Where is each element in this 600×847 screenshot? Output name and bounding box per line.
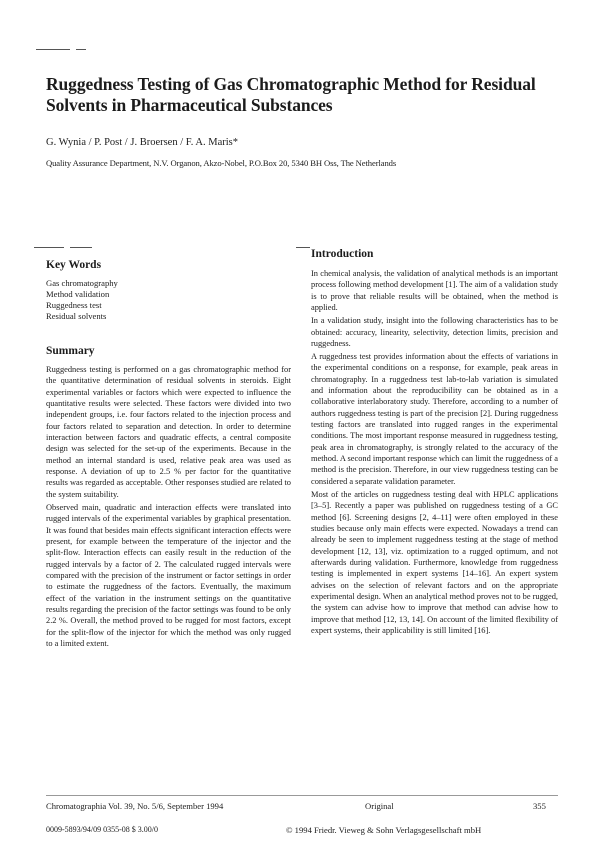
keywords-heading: Key Words <box>46 259 102 271</box>
section-rule-left <box>34 247 64 248</box>
introduction-heading: Introduction <box>311 248 374 260</box>
intro-paragraph: Most of the articles on ruggedness testing deal with HPLC applications [3–5]. Recently a paper was published on ruggedness testing of a GC method [6]. Screening designs [2, 4–11] were often employed in these studies because only main effects were expected. Nowadays a trend can already be seen to implement ruggedness testing at the stage of method development [12, 13], viz. optimization to a rugged optimum, and not afterwards during validation. Furthermore, knowledge from ruggedness testing is implemented in expert systems [14–16]. An expert system advises on the selection of relevant factors and on the appropriate experimental design. When an analytical method proves not to be rugged, the system can advise how to improve that method can advise how to improve that method [12, 13, 14]. On account of the limited flexibility of expert systems, their applicability is still limited [16]. <box>311 489 558 636</box>
summary-paragraph: Observed main, quadratic and interaction effects were translated into rugged intervals of the experimental variables by graphical presentation. It was found that besides main effects significant interaction effects were present, for example between the temperature of the injector and the split-flow. Interaction effects can easily result in the reduction of the rugged intervals by a factor of 2. The calculated rugged intervals were compared with the precision of the instrument or factor settings in order to estimate the ruggedness of the factors. Eventually, the maximum effect of the variation in the instrument settings on the quantitative results regarding the precision of the factor settings was found to be only 2.2 %. Overall, the method proved to be rugged for most factors, except for the split-flow of the injector for which the method was only rugged to a limited extent. <box>46 502 291 649</box>
author-affiliation: Quality Assurance Department, N.V. Organon, Akzo-Nobel, P.O.Box 20, 5340 BH Oss, The Netherlands <box>46 158 397 168</box>
intro-paragraph: In a validation study, insight into the following characteristics has to be obtained: accuracy, linearity, selectivity, detection limits, precision and ruggedness. <box>311 316 558 348</box>
keyword-item: Gas chromatography <box>46 278 118 288</box>
summary-paragraph: Ruggedness testing is performed on a gas chromatographic method for the quantitative determination of residual solvents in steroids. Eight experimental variables or factors which were expected to influence the quantitative results were selected. These factors were divided into two independent groups, i.e. four factors related to the injection process and four factors related to separation and detection. In order to determine interaction between factors and quadratic effects, a central composite design was selected for the set-up of the experiments. Because in the method an internal standard is used, relative peak area was used as response. A deviation of up to 2.5 % per factor for the quantitative results was regarded as acceptable. Other responses studied are related to the system suitability. <box>46 365 291 499</box>
issn-code: 0009-5893/94/09 0355-08 $ 3.00/0 <box>46 825 158 834</box>
keyword-item: Ruggedness test <box>46 300 102 310</box>
section-rule-right <box>296 247 310 248</box>
summary-heading: Summary <box>46 345 95 357</box>
article-type-label: Original <box>365 801 394 811</box>
page-number: 355 <box>533 801 546 811</box>
journal-citation: Chromatographia Vol. 39, No. 5/6, September 1994 <box>46 801 224 811</box>
summary-body <box>46 364 291 651</box>
intro-paragraph: In chemical analysis, the validation of analytical methods is an important process following method development [1]. The aim of a validation study is to prove that reliable results will be obtained, when the method is applied. <box>311 269 558 313</box>
footer-rule <box>46 795 558 796</box>
keyword-item: Method validation <box>46 289 110 299</box>
article-authors: G. Wynia / P. Post / J. Broersen / F. A. Maris* <box>46 137 239 148</box>
section-rule-left-dash <box>70 247 92 248</box>
header-rule-dash <box>76 49 86 50</box>
intro-paragraph: A ruggedness test provides information about the effects of variations in the experimental conditions on a response, for example, peak areas in chromatography. In a ruggedness test lab-to-lab variation is simulated and information about the reproducibility can be obtained as in a collaborative interlaboratory study. Therefore, according to a number of authors ruggedness testing is part of the precision [2]. During ruggedness testing factors are translated into rugged ranges in the experimental conditions. The most important response measured in ruggedness testing, peak area in chromatography, is strongly related to the accuracy of the method. A second important response which can limit the ruggedness of a method is the precision. Therefore, in our view ruggedness testing can be considered a separate validation parameter. <box>311 352 559 486</box>
header-rule <box>36 49 70 50</box>
keyword-item: Residual solvents <box>46 311 107 321</box>
introduction-body <box>311 268 558 638</box>
article-title: Ruggedness Testing of Gas Chromatographic Method for Residual Solvents in Pharmaceutical Substances <box>46 74 536 115</box>
copyright-notice: © 1994 Friedr. Vieweg & Sohn Verlagsgesellschaft mbH <box>286 825 482 835</box>
